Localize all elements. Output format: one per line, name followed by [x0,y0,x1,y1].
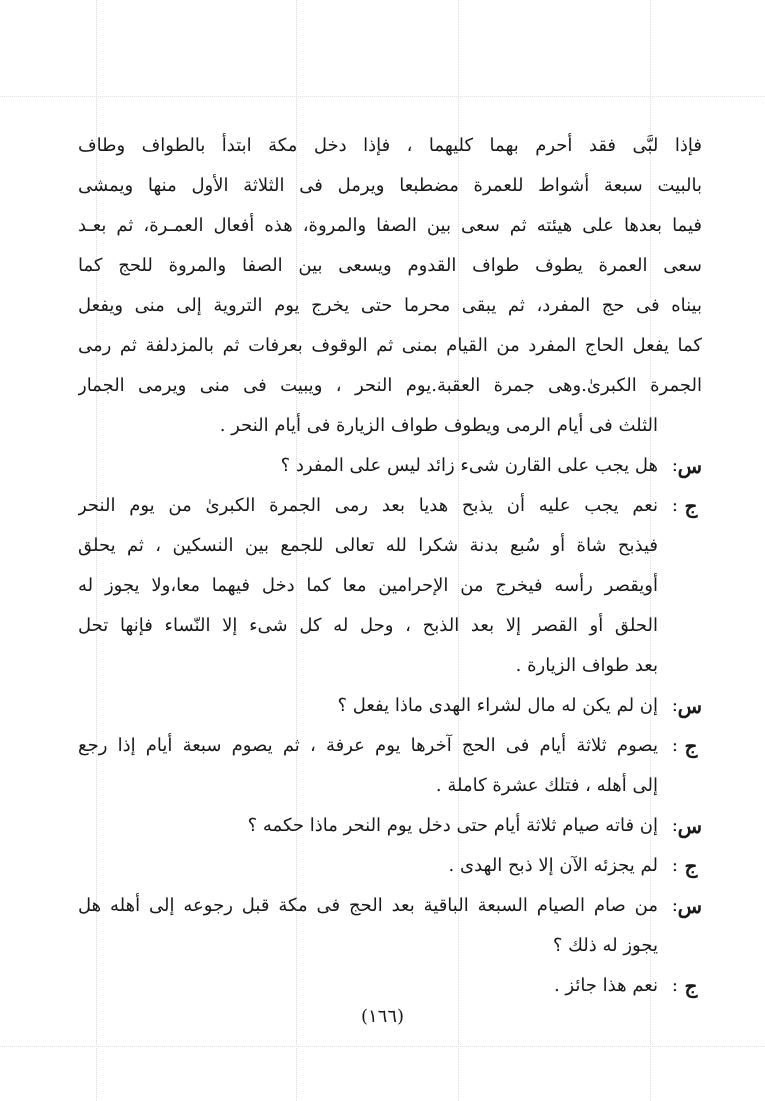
question-line: إن فاته صيام ثلاثة أيام حتى دخل يوم النحر ماذا حكمه ؟ [247,815,658,836]
paragraph-line: كما يفعل الحاج المفرد من القيام بمنى ثم الوقوف بعرفات ثم بالمزدلفة ثم رمى [78,335,702,356]
answer-entry [78,966,702,1006]
answer-line: نعم هذا جائز . [553,975,658,996]
question-entry [78,686,702,726]
answer-marker: ج [684,854,698,878]
answer-line: يصوم ثلاثة أيام فى الحج آخرها يوم عرفة ، ثم يصوم سبعة أيام إذا رجع [78,735,658,756]
marker-colon: : [671,695,678,716]
answer-line: بعد طواف الزيارة . [515,655,658,676]
answer-marker: ج [684,734,698,758]
question-marker: س [677,814,702,838]
answer-line: الحلق أو القصر إلا بعد الذبح ، وحل له كل شىء إلا النّساء فإنها تحل [78,615,658,636]
question-entry [78,446,702,486]
question-line: هل يجب على القارن شىء زائد ليس على المفرد ؟ [280,455,658,476]
page-number: (١٦٦) [360,1006,405,1027]
question-entry [78,886,702,966]
marker-colon: : [671,855,678,876]
answer-line: أويقصر رأسه فيخرج من الإحرامين معا كما دخل فيهما معا،ولا يجوز له [78,575,658,596]
answer-line: لم يجزئه الآن إلا ذبح الهدى . [448,855,658,876]
answer-entry [78,726,702,806]
paragraph-line: الجمرة الكبرىٰ.وهى جمرة العقبة.يوم النحر ، ويبيت فى منى ويرمى الجمار [78,375,702,396]
question-marker: س [677,894,702,918]
answer-line: نعم يجب عليه أن يذبح هديا بعد رمى الجمرة الكبرىٰ من يوم النحر [78,495,658,516]
answer-entry [78,486,702,686]
paragraph-line: الثلث فى أيام الرمى ويطوف طواف الزيارة فى أيام النحر . [219,415,658,436]
marker-colon: : [671,495,678,516]
marker-colon: : [671,975,678,996]
paragraph-line: سعى العمرة يطوف طواف القدوم ويسعى بين الصفا والمروة للحج كما [78,255,702,276]
paragraph-line: بيناه فى حج المفرد، ثم يبقى محرما حتى يخرج يوم التروية إلى منى ويفعل [78,295,702,316]
answer-marker: ج [684,494,698,518]
question-line: من صام الصيام السبعة الباقية بعد الحج فى مكة قبل رجوعه إلى أهله هل [78,895,658,916]
question-entry [78,806,702,846]
intro-paragraph [78,126,702,446]
paragraph-line: فإذا لبَّى فقد أحرم بهما كليهما ، فإذا دخل مكة ابتدأ بالطواف وطاف [78,135,702,156]
scan-guide-line [0,96,765,97]
scan-guide-line [0,1046,765,1047]
marker-colon: : [671,815,678,836]
marker-colon: : [671,455,678,476]
marker-colon: : [671,735,678,756]
page-body [78,126,702,1006]
question-marker: س [677,454,702,478]
question-marker: س [677,694,702,718]
marker-colon: : [671,895,678,916]
question-line: إن لم يكن له مال لشراء الهدى ماذا يفعل ؟ [337,695,658,716]
answer-line: فيذبح شاة أو سُبع بدنة شكرا لله تعالى للجمع بين النسكين ، ثم يحلق [78,535,658,556]
answer-line: إلى أهله ، فتلك عشرة كاملة . [435,775,658,796]
answer-marker: ج [684,974,698,998]
answer-entry [78,846,702,886]
paragraph-line: بالبيت سبعة أشواط للعمرة مضطبعا ويرمل فى الثلاثة الأول منها ويمشى [78,175,702,196]
question-line: يجوز له ذلك ؟ [552,935,658,956]
paragraph-line: فيما بعدها على هيئته ثم سعى بين الصفا والمروة، هذه أفعال العمـرة، ثم بعـد [78,215,702,236]
